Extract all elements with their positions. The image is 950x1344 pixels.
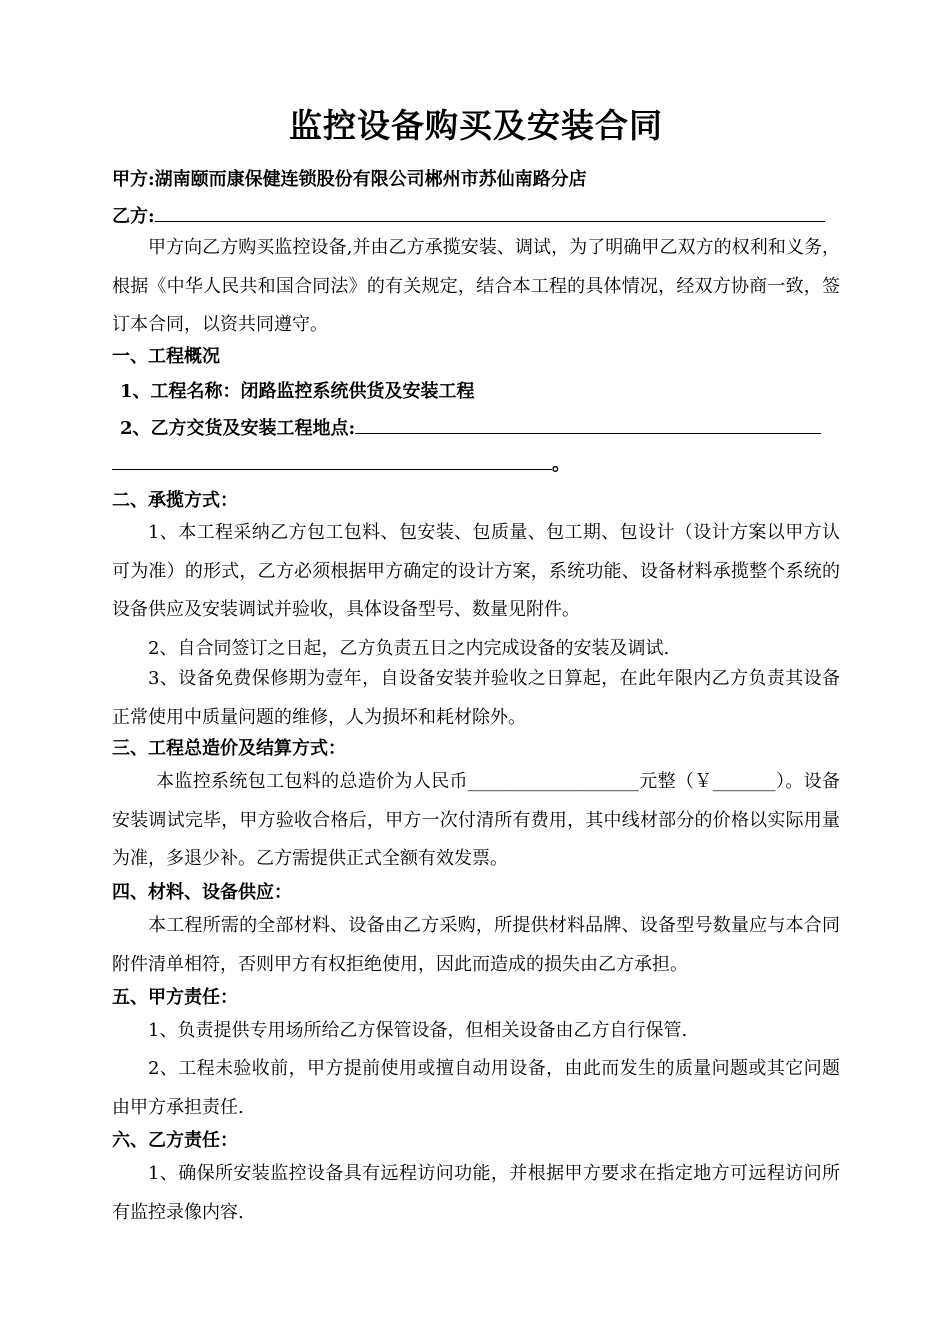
section2-paragraph-3: 3、设备免费保修期为壹年，自设备安装并验收之日算起，在此年限内乙方负责其设备正常使用中质量问题的维修，人为损坏和耗材除外。 — [112, 668, 840, 728]
intro-paragraph: 甲方向乙方购买监控设备,并由乙方承揽安装、调试，为了明确甲乙双方的权利和义务，根据《中华人民共和国合同法》的有关规定，结合本工程的具体情况，经双方协商一致，签订本合同，以资共同遵守。 — [112, 237, 840, 335]
section4-paragraph-1: 本工程所需的全部材料、设备由乙方采购，所提供材料品牌、设备型号数量应与本合同附件清单相符，否则甲方有权拒绝使用，因此而造成的损失由乙方承担。 — [112, 915, 840, 975]
section1-heading: 一、工程概况 — [112, 346, 220, 367]
section1-item1: 1、工程名称：闭路监控系统供货及安装工程 — [120, 381, 475, 402]
section5-heading: 五、甲方责任： — [112, 987, 238, 1008]
section1-item2-end: 。 — [552, 454, 570, 475]
section5-paragraph-1: 1、负责提供专用场所给乙方保管设备，但相关设备由乙方自行保管. — [148, 1020, 688, 1041]
section3-paragraph-1: 本监控系统包工包料的总造价为人民币___________________元整（￥_______）。设备安装调试完毕，甲方验收合格后，甲方一次付清所有费用，其中线材部分的价格以实际用量为准，多退少补。乙方需提供正式全额有效发票。 — [112, 771, 840, 869]
section2-paragraph-2: 2、自合同签订之日起，乙方负责五日之内完成设备的安装及调试. — [148, 638, 670, 659]
party-b-blank — [155, 203, 825, 222]
party-b-line — [112, 203, 825, 229]
section5-paragraph-2: 2、工程未验收前，甲方提前使用或擅自动用设备，由此而发生的质量问题或其它问题由甲方承担责任. — [112, 1058, 840, 1118]
section6-heading: 六、乙方责任： — [112, 1130, 238, 1151]
section1-item2 — [120, 415, 821, 441]
party-b-label: 乙方: — [112, 206, 155, 227]
section4-heading: 四、材料、设备供应： — [112, 882, 292, 903]
document-title: 监控设备购买及安装合同 — [289, 106, 663, 145]
section1-item2-cont — [112, 451, 570, 477]
location-blank-2 — [112, 451, 552, 470]
section6-paragraph-1: 1、确保所安装监控设备具有远程访问功能，并根据甲方要求在指定地方可远程访问所有监控录像内容. — [112, 1163, 840, 1223]
party-a-line: 甲方:湖南颐而康保健连锁股份有限公司郴州市苏仙南路分店 — [112, 169, 587, 190]
section3-heading: 三、工程总造价及结算方式： — [112, 738, 346, 759]
section2-heading: 二、承揽方式： — [112, 490, 238, 511]
section2-paragraph-1: 1、本工程采纳乙方包工包料、包安装、包质量、包工期、包设计（设计方案以甲方认可为准）的形式，乙方必须根据甲方确定的设计方案，系统功能、设备材料承揽整个系统的设备供应及安装调试并验收，具体设备型号、数量见附件。 — [112, 522, 840, 620]
location-blank-1 — [355, 415, 821, 434]
section1-item2-label: 2、乙方交货及安装工程地点: — [120, 418, 356, 439]
